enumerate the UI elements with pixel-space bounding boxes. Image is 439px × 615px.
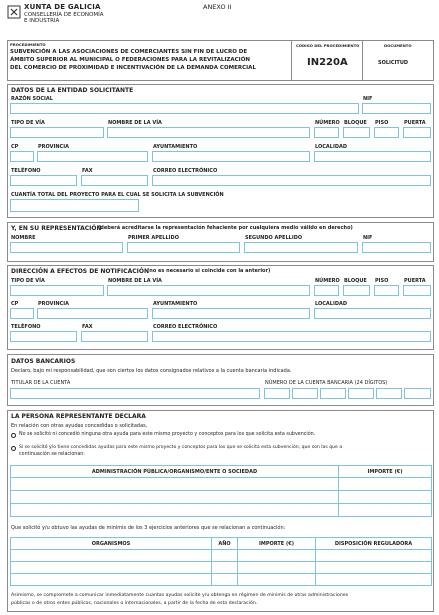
table-header-row (11, 466, 432, 478)
correo-field[interactable] (152, 175, 431, 186)
xunta-logo-icon (7, 4, 21, 18)
rep-nombre-field[interactable] (10, 242, 123, 253)
cp-label: CP (11, 144, 19, 150)
minimis-table (10, 537, 432, 586)
column-header: IMPORTE (€) (339, 466, 432, 478)
notif-puerta-label: PUERTA (404, 278, 426, 284)
rep-primer-apellido-field[interactable] (127, 242, 240, 253)
doc-value: SOLICITUD (378, 60, 409, 66)
doc-label: DOCUMENTO (384, 43, 412, 48)
localidad-field[interactable] (314, 151, 431, 162)
notif-localidad-field[interactable] (314, 308, 431, 319)
notif-numero-label: NÚMERO (315, 278, 340, 284)
cp-field[interactable] (10, 151, 34, 162)
piso-field[interactable] (374, 127, 399, 138)
notif-ayuntamiento-field[interactable] (152, 308, 310, 319)
table-row[interactable] (11, 574, 432, 586)
procedure-title-2: ÁMBITO SUPERIOR AL MUNICIPAL O FEDERACIONES PARA LA REVITALIZACIÓN (10, 57, 250, 63)
ayuntamiento-label: AYUNTAMIENTO (153, 144, 198, 150)
notif-tipo-via-label: TIPO DE VÍA (11, 278, 45, 284)
procedure-label: PROCEDIMIENTO (10, 42, 46, 47)
column-header: DISPOSICIÓN REGULADORA (316, 538, 432, 550)
telefono-label: TELÉFONO (11, 168, 41, 174)
numero-field[interactable] (314, 127, 339, 138)
bank-title: DATOS BANCARIOS (11, 358, 76, 365)
rep-primer-apellido-label: PRIMER APELLIDO (128, 235, 179, 241)
notif-telefono-field[interactable] (10, 331, 77, 342)
column-header: ORGANISMOS (11, 538, 212, 550)
table-header-row (11, 538, 432, 550)
option-no-aid-text: No se solicitó ni concedió ninguna otra ayuda para este mismo proyecto y conceptos para los que solicita esta subvención. (19, 432, 316, 437)
notif-cp-label: CP (11, 301, 19, 307)
iban-segment[interactable] (320, 388, 346, 399)
entity-section-title: DATOS DE LA ENTIDAD SOLICITANTE (11, 87, 134, 94)
column-header: ADMINISTRACIÓN PÚBLICA/ORGANISMO/ENTE O SOCIEDAD (11, 466, 339, 478)
bloque-label: BLOQUE (344, 120, 367, 126)
notification-title: DIRECCIÓN A EFECTOS DE NOTIFICACIÓN (11, 268, 149, 275)
numero-label: NÚMERO (315, 120, 340, 126)
razon-social-label: RAZÓN SOCIAL (11, 96, 53, 102)
org-department: CONSELLERÍA DE ECONOMÍA (24, 12, 104, 18)
notif-piso-label: PISO (375, 278, 389, 284)
notif-ayuntamiento-label: AYUNTAMIENTO (153, 301, 198, 307)
correo-label: CORREO ELECTRÓNICO (153, 168, 218, 174)
iban-field-group (264, 388, 431, 399)
notif-provincia-label: PROVINCIA (38, 301, 69, 307)
tipo-via-label: TIPO DE VÍA (11, 120, 45, 126)
cuantia-field[interactable] (10, 199, 139, 212)
column-header: IMPORTE (€) (238, 538, 316, 550)
notif-correo-label: CORREO ELECTRÓNICO (153, 324, 218, 330)
table-row[interactable] (11, 491, 432, 504)
iban-segment[interactable] (348, 388, 374, 399)
notif-piso-field[interactable] (374, 285, 399, 296)
nombre-via-label: NOMBRE DE LA VÍA (108, 120, 162, 126)
notif-numero-field[interactable] (314, 285, 339, 296)
localidad-label: LOCALIDAD (315, 144, 348, 150)
aid-table (10, 465, 432, 517)
procedure-title-1: SUBVENCIÓN A LAS ASOCIACIONES DE COMERCIANTES SIN FIN DE LUCRO DE (10, 49, 248, 55)
iban-segment[interactable] (292, 388, 318, 399)
option-yes-aid-text-2: continuación se relacionan: (19, 452, 85, 457)
representative-note: (deberá acreditarse la representación fehaciente por cualquiera medio válido en derecho) (98, 225, 353, 231)
declaration-footer-1: Asimismo, se compromete a comunicar inmediatamente cuantas ayudas solicite y/u obtenga en régimen de minimis de otras administraciones (11, 593, 349, 598)
code-label: CÓDIGO DEL PROCEDIMIENTO (296, 43, 360, 48)
rep-segundo-apellido-field[interactable] (244, 242, 358, 253)
notif-cp-field[interactable] (10, 308, 34, 319)
table-row[interactable] (11, 504, 432, 517)
declaration-footer-2: públicas o de otros entes públicos, nacionales o internacionales, a partir de la fecha de esta declaración. (11, 601, 258, 606)
declaration-title: LA PERSONA REPRESENTANTE DECLARA (11, 413, 146, 420)
nombre-via-field[interactable] (107, 127, 310, 138)
fax-label: FAX (82, 168, 93, 174)
provincia-field[interactable] (37, 151, 148, 162)
notif-fax-label: FAX (82, 324, 93, 330)
piso-label: PISO (375, 120, 389, 126)
iban-segment[interactable] (404, 388, 431, 399)
notif-tipo-via-field[interactable] (10, 285, 104, 296)
table-row[interactable] (11, 562, 432, 574)
declaration-intro: En relación con otras ayudas concedidas o solicitadas, (11, 423, 148, 429)
doc-divider (362, 40, 363, 81)
titular-label: TITULAR DE LA CUENTA (11, 380, 71, 386)
provincia-label: PROVINCIA (38, 144, 69, 150)
tipo-via-field[interactable] (10, 127, 104, 138)
minimis-text: Que solicitó y/u obtuvo las ayudas de minimis de los 3 ejercicios anteriores que se relacionan a continuación: (11, 525, 286, 531)
nif-label: NIF (363, 96, 373, 102)
iban-segment[interactable] (376, 388, 402, 399)
puerta-label: PUERTA (404, 120, 426, 126)
rep-nif-label: NIF (363, 235, 373, 241)
procedure-title-3: DEL COMERCIO DE PROXIMIDAD E INCENTIVACIÓN DE LA DEMANDA COMERCIAL (10, 65, 256, 71)
column-header: AÑO (212, 538, 238, 550)
code-divider (291, 40, 292, 81)
option-yes-aid-text-1: Sí se solicitó y/o tiene concedidas ayudas para este mismo proyecto y conceptos para los que se solicita esta subvención, que son las que a (19, 445, 343, 450)
option-no-aid-radio[interactable] (11, 433, 16, 438)
notif-bloque-label: BLOQUE (344, 278, 367, 284)
rep-segundo-apellido-label: SEGUNDO APELLIDO (245, 235, 303, 241)
nif-field[interactable] (362, 103, 431, 114)
option-yes-aid-radio[interactable] (11, 446, 16, 451)
cuantia-label: CUANTÍA TOTAL DEL PROYECTO PARA EL CUAL SE SOLICITA LA SUBVENCIÓN (11, 192, 224, 198)
telefono-field[interactable] (10, 175, 77, 186)
iban-segment[interactable] (264, 388, 290, 399)
table-row[interactable] (11, 550, 432, 562)
table-row[interactable] (11, 478, 432, 491)
rep-nif-field[interactable] (362, 242, 431, 253)
puerta-field[interactable] (403, 127, 431, 138)
ayuntamiento-field[interactable] (152, 151, 310, 162)
notif-bloque-field[interactable] (343, 285, 370, 296)
notif-nombre-via-label: NOMBRE DE LA VÍA (108, 278, 162, 284)
notif-provincia-field[interactable] (37, 308, 148, 319)
org-department-2: E INDUSTRIA (24, 18, 60, 24)
fax-field[interactable] (81, 175, 148, 186)
bank-declaration: Declaro, bajo mi responsabilidad, que son ciertos los datos consignados relativos a la cuenta bancaria indicada. (11, 368, 292, 374)
notif-nombre-via-field[interactable] (107, 285, 310, 296)
annex-title: ANEXO II (203, 3, 232, 11)
notif-telefono-label: TELÉFONO (11, 324, 41, 330)
titular-field[interactable] (10, 388, 260, 399)
notif-correo-field[interactable] (152, 331, 431, 342)
rep-nombre-label: NOMBRE (11, 235, 36, 241)
numero-cuenta-label: NÚMERO DE LA CUENTA BANCARIA (24 DÍGITOS) (265, 380, 388, 386)
notif-fax-field[interactable] (81, 331, 148, 342)
notif-localidad-label: LOCALIDAD (315, 301, 348, 307)
representative-title: Y, EN SU REPRESENTACIÓN (11, 225, 102, 232)
bloque-field[interactable] (343, 127, 370, 138)
razon-social-field[interactable] (10, 103, 359, 114)
code-value: IN220A (307, 57, 348, 68)
notif-puerta-field[interactable] (403, 285, 431, 296)
notification-note: (no es necesario si coincide con la anterior) (147, 268, 271, 274)
org-name: XUNTA DE GALICIA (24, 3, 101, 11)
